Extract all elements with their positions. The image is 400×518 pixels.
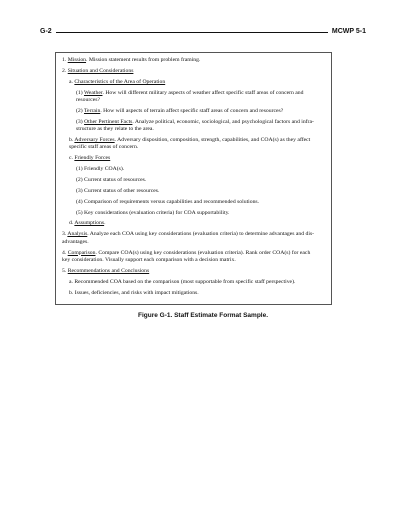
page-header xyxy=(40,28,366,40)
item-analysis-cont: advantages. xyxy=(62,238,89,245)
item-other-facts-cont: structure as they relate to the area. xyxy=(76,126,154,133)
header-rule xyxy=(56,32,328,33)
item-friendly-3: (3) Current status of other resources. xyxy=(76,187,160,194)
item-comparison-cont: key consideration. Visually support each comparison with a decision matrix. xyxy=(62,256,236,263)
publication-id: MCWP 5-1 xyxy=(331,28,366,35)
item-friendly-1: (1) Friendly COA(s). xyxy=(76,166,125,173)
item-friendly-2: (2) Current status of resources. xyxy=(76,176,147,183)
item-adversary-cont: specific staff areas of concern. xyxy=(69,144,139,151)
item-analysis: 3. Analysis. Analyze each COA using key considerations (evaluation criteria) to determine advantages and dis- xyxy=(62,231,315,238)
item-adversary: b. Adversary Forces. Adversary disposition, composition, strength, capabilities, and COA(s) as they affect xyxy=(69,136,311,143)
item-recommendation-a: a. Recommended COA based on the comparison (most supportable from specific staff perspective). xyxy=(69,278,296,285)
item-weather: (1) Weather. How will different military aspects of weather affect specific staff areas of concern and xyxy=(76,89,304,96)
item-other-facts: (3) Other Pertinent Facts. Analyze political, economic, sociological, and psychological factors and infra- xyxy=(76,118,314,125)
item-assumptions: d. Assumptions. xyxy=(69,220,106,227)
item-mission: 1. Mission. Mission statement results from problem framing. xyxy=(62,57,201,63)
item-weather-cont: resources? xyxy=(76,96,100,103)
item-recommendations: 5. Recommendations and Conclusions xyxy=(62,267,150,274)
item-recommendation-b: b. Issues, deficiencies, and risks with impact mitigations. xyxy=(69,289,199,296)
item-friendly-5: (5) Key considerations (evaluation criteria) for COA supportability. xyxy=(76,209,230,216)
page-number: G-2 xyxy=(40,28,52,35)
item-situation: 2. Situation and Considerations xyxy=(62,67,134,74)
item-area-of-operation: a. Characteristics of the Area of Operation xyxy=(69,78,166,85)
item-friendly-4: (4) Comparison of requirements versus capabilities and recommended solutions. xyxy=(76,198,260,205)
item-friendly: c. Friendly Forces xyxy=(69,155,111,162)
staff-estimate-format-box xyxy=(55,52,332,305)
item-comparison: 4. Comparison. Compare COA(s) using key considerations (evaluation criteria). Rank order COA(s) for each xyxy=(62,249,311,256)
item-terrain: (2) Terrain. How will aspects of terrain affect specific staff areas of concern and resources? xyxy=(76,107,284,114)
figure-caption: Figure G-1. Staff Estimate Format Sample. xyxy=(137,312,269,319)
